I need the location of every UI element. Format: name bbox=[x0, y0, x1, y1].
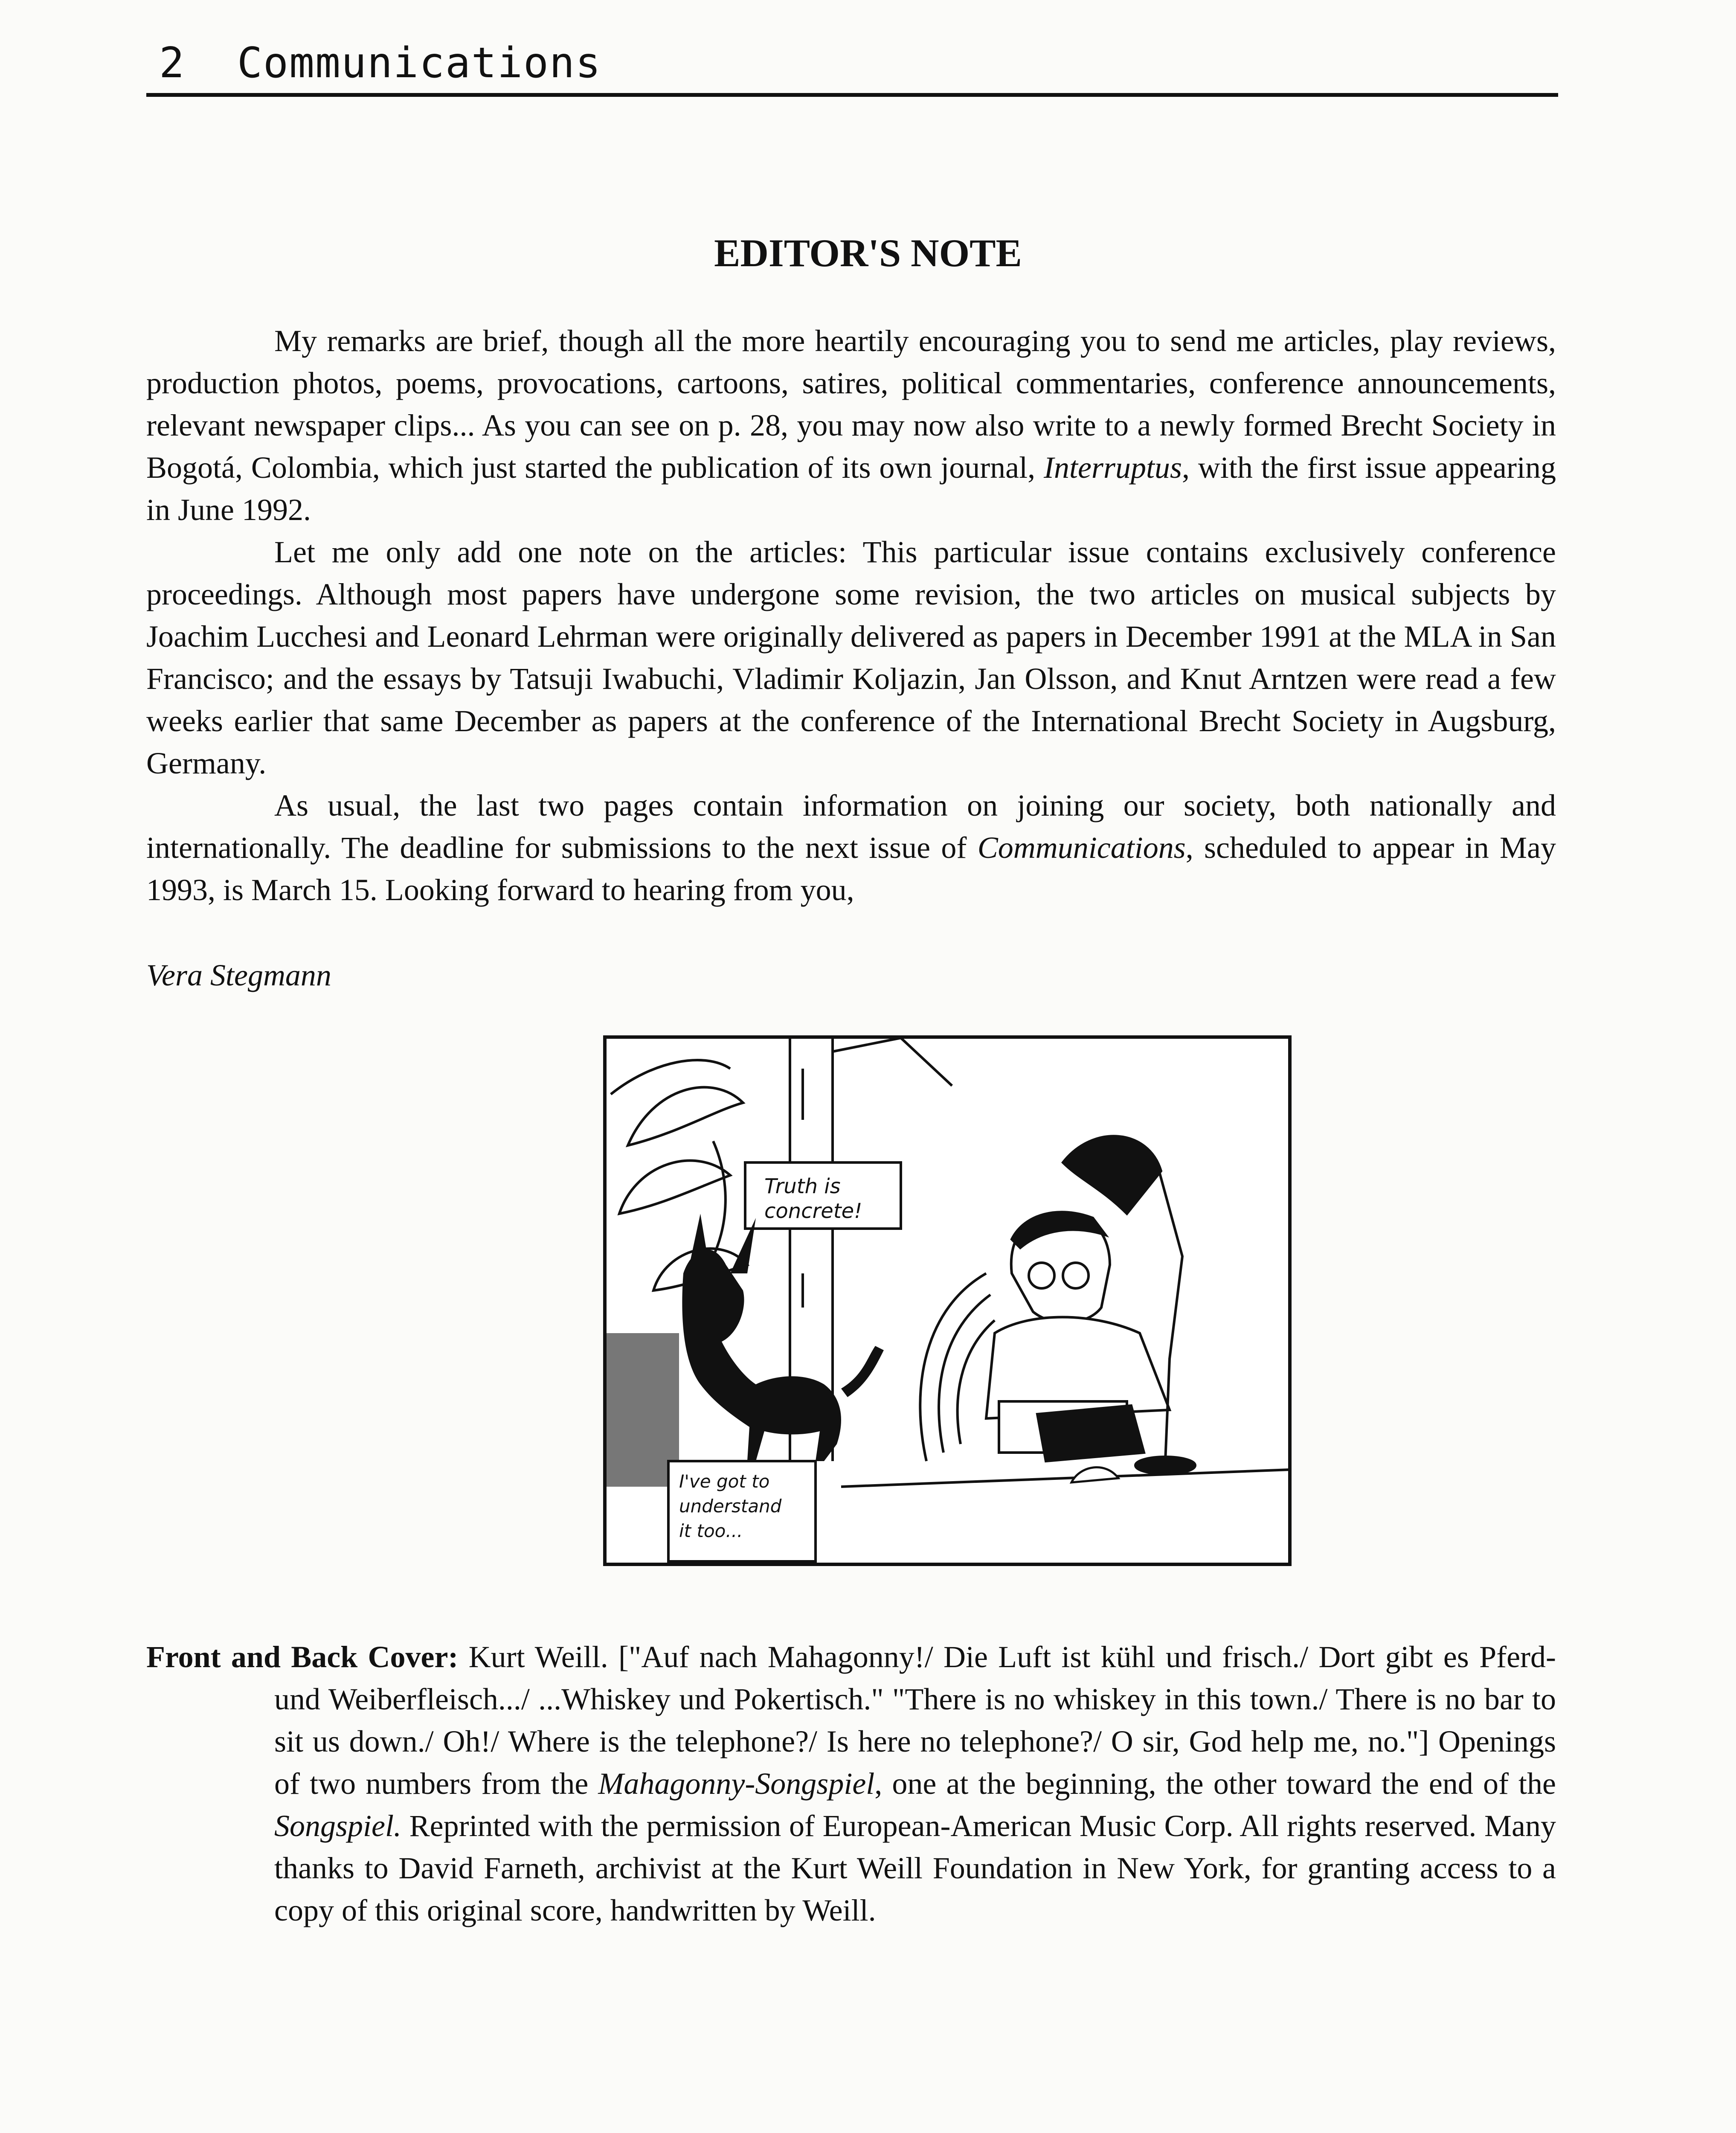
paragraph-2: Let me only add one note on the articles: This particular issue contains exclusively conference proceedings. Although most papers have undergone some revision, the two articles on musical subjects by Joachim Lucchesi and Leonard Lehrman were originally delivered as papers in December 1991 at the MLA in San Francisco; and the essays by Tatsuji Iwabuchi, Vladimir Koljazin, Jan Olsson, and Knut Arntzen were read a few weeks earlier that same December as papers at the conference of the International Brecht Society in Augsburg, Germany. bbox=[146, 535, 1556, 780]
work-title-songspiel: Songspiel. bbox=[274, 1809, 401, 1843]
sign-understand-it-too bbox=[668, 1461, 816, 1561]
running-header bbox=[146, 38, 1558, 97]
cover-note-lead: Front and Back Cover: bbox=[146, 1640, 459, 1674]
cover-note: Front and Back Cover: Kurt Weill. ["Auf nach Mahagonny!/ Die Luft ist kühl und frisch./ Dort gibt es Pferd- und Weiberfleisch.../ ...Whiskey und Pokertisch." "There is no whiskey in this town./ There is no bar to sit us down./ Oh!/ Where is the telephone?/ Is here no telephone?/ O sir, God help me, no."] Openings of two numbers from the Mahagonny-Songspiel, one at the beginning, the other toward the end of the Songspiel. Reprinted with the permission of European-American Music Corp. All rights reserved. Many thanks to David Farneth, archivist at the Kurt Weill Foundation in New York, for granting access to a copy of this original score, handwritten by Weill. bbox=[146, 1640, 1556, 1927]
page-number: 2 bbox=[159, 39, 186, 87]
svg-text:Truth is: Truth is bbox=[764, 1174, 841, 1198]
paragraph-1: My remarks are brief, though all the more heartily encouraging you to send me articles, play reviews, production photos, poems, provocations, cartoons, satires, political commentaries, conference announcements, relevant newspaper clips... As you can see on p. 28, you may now also write to a newly formed Brecht Society in Bogotá, Colombia, which just started the publication of its own journal, Interruptus, with the first issue appearing in June 1992. bbox=[146, 324, 1556, 527]
brecht-cartoon bbox=[602, 1035, 1292, 1567]
svg-text:it too...: it too... bbox=[679, 1520, 743, 1541]
sign-truth-is-concrete bbox=[745, 1162, 901, 1229]
journal-title-interruptus: Interruptus bbox=[1043, 450, 1182, 485]
page-title: EDITOR'S NOTE bbox=[714, 231, 1022, 275]
editor-signature: Vera Stegmann bbox=[146, 958, 331, 992]
header-rule bbox=[146, 93, 1558, 97]
journal-title-communications: Communications bbox=[977, 831, 1186, 865]
running-title: Communications bbox=[237, 39, 602, 87]
svg-text:concrete!: concrete! bbox=[764, 1199, 862, 1223]
paragraph-3: As usual, the last two pages contain information on joining our society, both nationally and internationally. The deadline for submissions to the next issue of Communications, scheduled to appear in May 1993, is March 15. Looking forward to hearing from you, bbox=[146, 788, 1556, 907]
svg-text:understand: understand bbox=[679, 1496, 782, 1517]
work-title-mahagonny-songspiel: Mahagonny-Songspiel bbox=[598, 1767, 875, 1801]
editors-note-body bbox=[146, 320, 1556, 911]
header-text bbox=[146, 38, 1558, 89]
svg-text:I've got to: I've got to bbox=[679, 1471, 770, 1492]
